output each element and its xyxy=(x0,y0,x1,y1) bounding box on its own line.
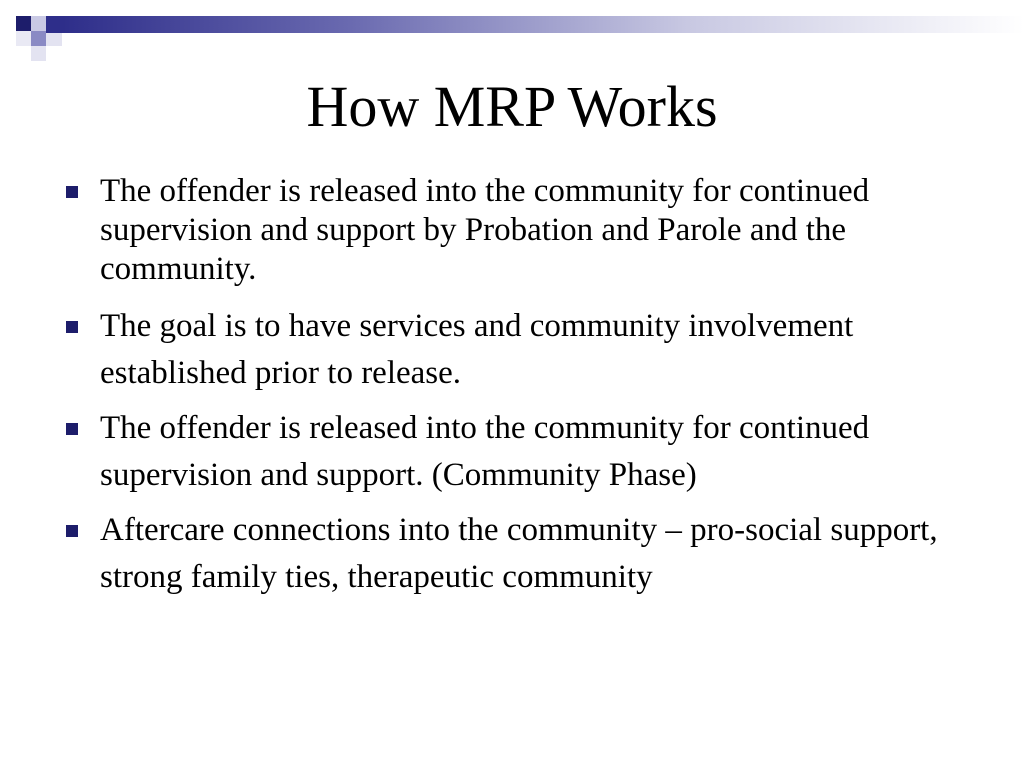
decor-square-icon xyxy=(31,31,46,46)
slide-title: How MRP Works xyxy=(306,74,718,139)
decor-square-icon xyxy=(46,16,62,33)
decor-square-icon xyxy=(16,16,31,31)
header-gradient-bar xyxy=(62,16,1024,33)
bullet-item xyxy=(62,303,982,397)
bullet-text: The goal is to have services and community involvement established prior to release. xyxy=(100,308,854,391)
bullet-item xyxy=(62,405,982,499)
bullet-text: The offender is released into the community for continued supervision and support by Probation and Parole and the community. xyxy=(100,173,870,287)
decor-square-icon xyxy=(31,16,46,31)
decor-square-icon xyxy=(16,31,31,46)
bullet-list xyxy=(62,172,982,601)
bullet-item xyxy=(62,172,982,289)
bullet-item xyxy=(62,507,982,601)
decor-square-icon xyxy=(46,33,62,46)
square-bullet-icon xyxy=(66,423,78,435)
header-decoration xyxy=(0,0,1024,70)
square-bullet-icon xyxy=(66,525,78,537)
square-bullet-icon xyxy=(66,321,78,333)
bullet-text: Aftercare connections into the community – pro-social support, strong family ties, therapeutic community xyxy=(100,512,938,595)
square-bullet-icon xyxy=(66,186,78,198)
decor-square-icon xyxy=(31,46,46,61)
bullet-text: The offender is released into the community for continued supervision and support. (Community Phase) xyxy=(100,410,870,493)
